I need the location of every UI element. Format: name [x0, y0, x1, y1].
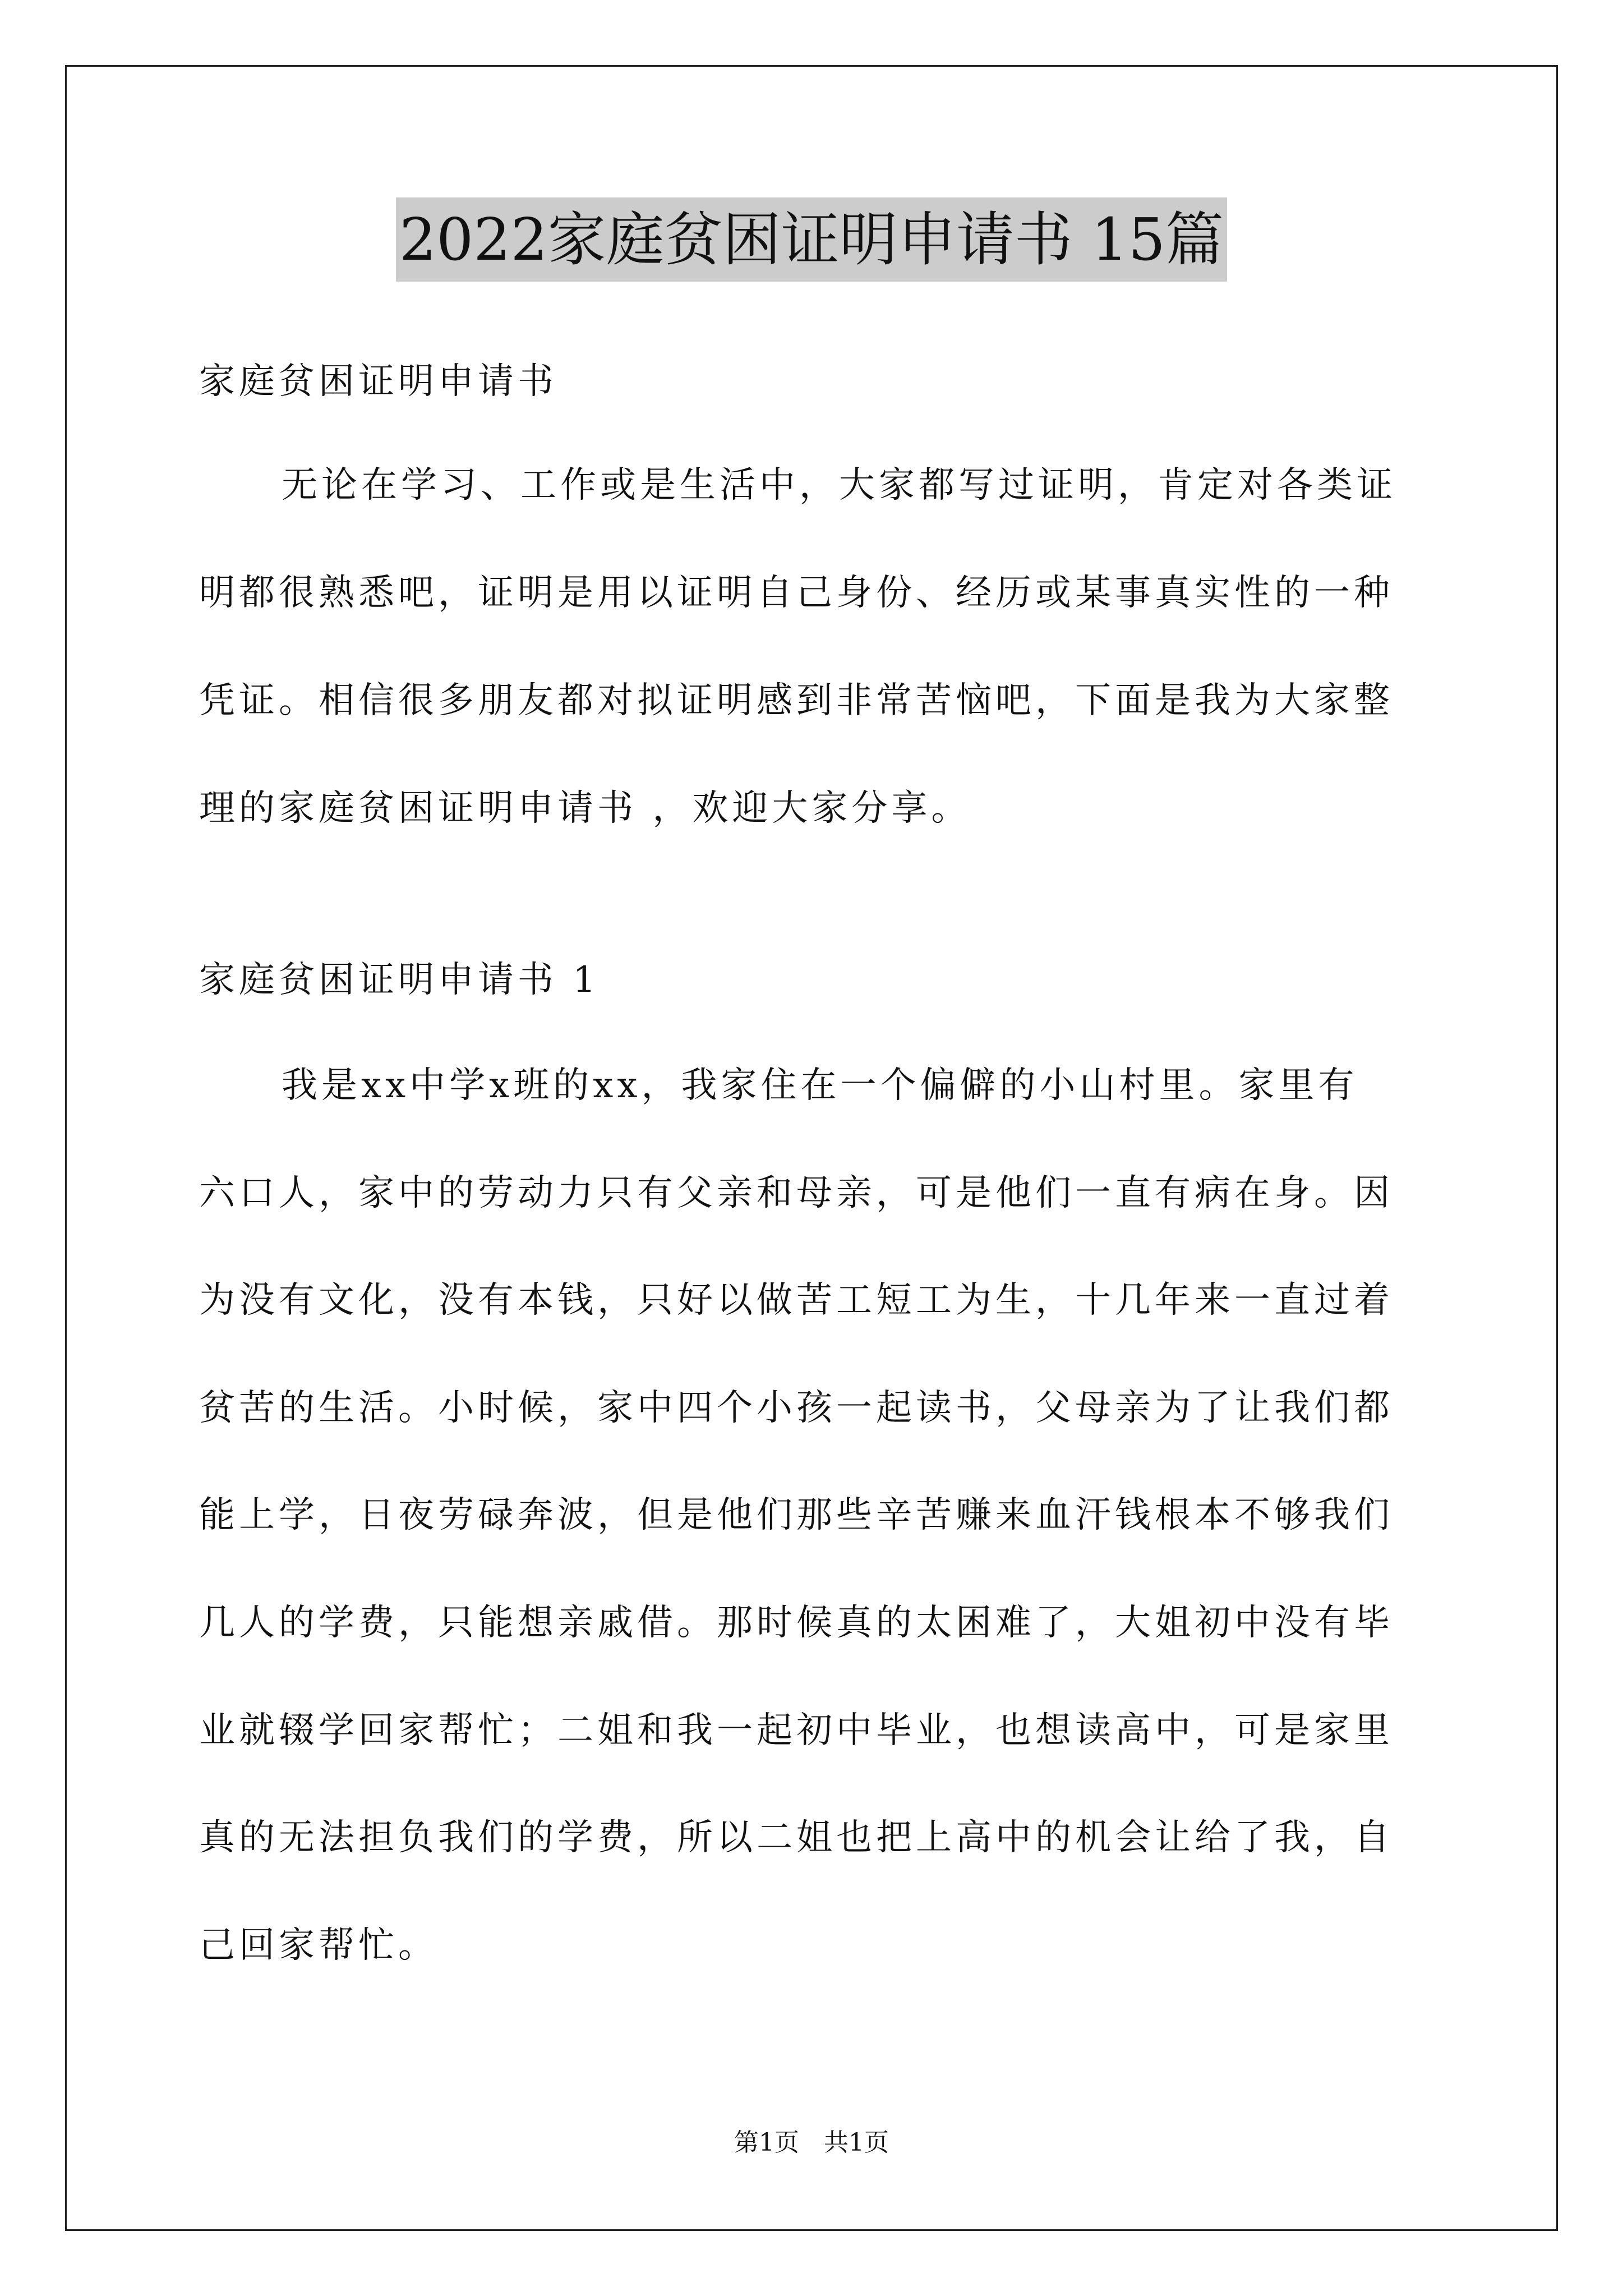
paragraph-line: 己回家帮忙。	[199, 1925, 438, 1966]
paragraph-line: 明都很熟悉吧，证明是用以证明自己身份、经历或某事真实性的一种	[199, 572, 1394, 614]
paragraph-line: 贫苦的生活。小时候，家中四个小孩一起读书，父母亲为了让我们都	[199, 1387, 1394, 1429]
paragraph-line: 几人的学费，只能想亲戚借。那时候真的太困难了，大姐初中没有毕	[199, 1602, 1394, 1644]
paragraph-line: 六口人，家中的劳动力只有父亲和母亲，可是他们一直有病在身。因	[199, 1172, 1394, 1214]
paragraph-line: 凭证。相信很多朋友都对拟证明感到非常苦恼吧，下面是我为大家整	[199, 680, 1394, 721]
paragraph-line: 真的无法担负我们的学费，所以二姐也把上高中的机会让给了我，自	[199, 1817, 1394, 1858]
paragraph-line: 无论在学习、工作或是生活中，大家都写过证明，肯定对各类证	[282, 464, 1396, 506]
section-heading: 家庭贫困证明申请书	[199, 361, 557, 402]
paragraph-line: 我是xx中学x班的xx，我家住在一个偏僻的小山村里。家里有	[282, 1065, 1358, 1106]
page-footer: 第1页 共1页	[734, 2128, 889, 2157]
paragraph-line: 能上学，日夜劳碌奔波，但是他们那些辛苦赚来血汗钱根本不够我们	[199, 1494, 1394, 1536]
section-heading: 家庭贫困证明申请书 1	[199, 959, 600, 1001]
paragraph-line: 为没有文化，没有本钱，只好以做苦工短工为生，十几年来一直过着	[199, 1280, 1394, 1321]
document-title: 2022家庭贫困证明申请书 15篇	[396, 197, 1227, 282]
title-container	[0, 197, 1623, 282]
paragraph-line: 业就辍学回家帮忙；二姐和我一起初中毕业，也想读高中，可是家里	[199, 1710, 1394, 1751]
paragraph-line: 理的家庭贫困证明申请书 ，欢迎大家分享。	[199, 788, 971, 829]
